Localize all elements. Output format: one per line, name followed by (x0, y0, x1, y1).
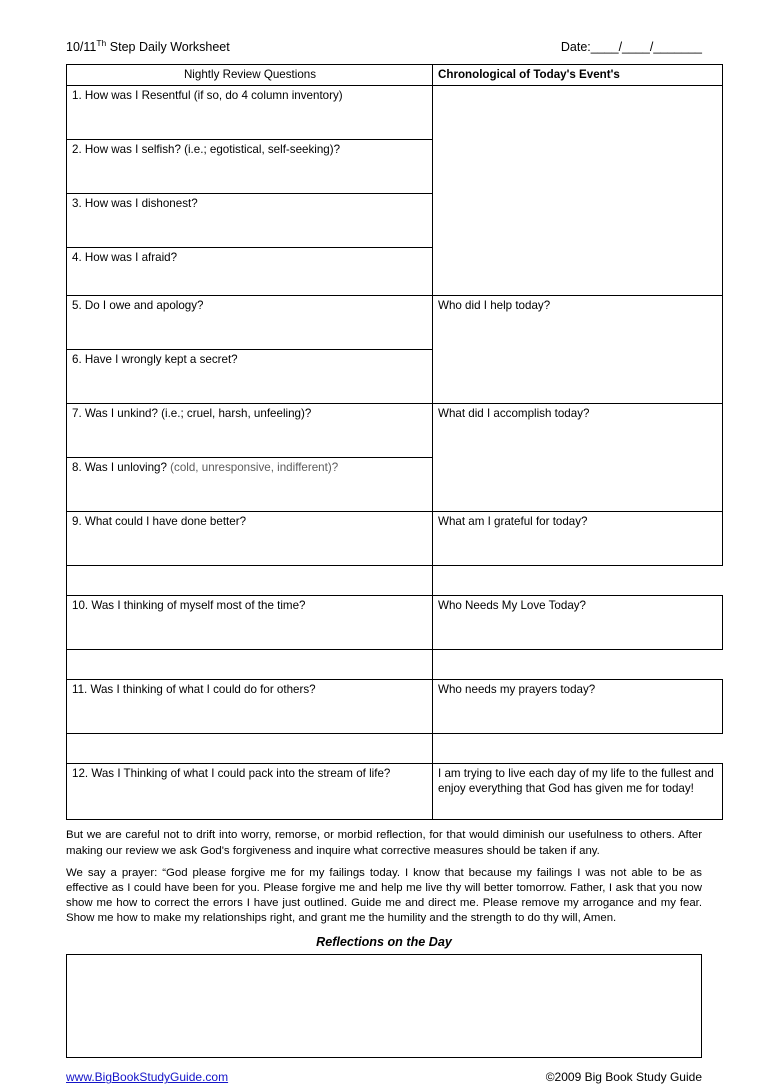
worksheet-table (66, 64, 723, 820)
needs-love-answer-area[interactable] (67, 650, 433, 680)
question-4[interactable]: 4. How was I afraid? (67, 248, 433, 296)
table-row (67, 764, 723, 820)
question-3[interactable]: 3. How was I dishonest? (67, 194, 433, 248)
reflections-heading: Reflections on the Day (316, 935, 452, 950)
grateful-answer-area[interactable] (67, 566, 433, 596)
question-1[interactable]: 1. How was I Resentful (if so, do 4 column inventory) (67, 86, 433, 140)
page-title (66, 38, 230, 54)
reflections-input-area[interactable] (66, 954, 702, 1058)
title-superscript: Th (96, 37, 107, 48)
copyright-notice: ©2009 Big Book Study Guide (545, 1070, 702, 1084)
table-row (67, 86, 723, 140)
title-prefix: 10/11 (66, 40, 97, 54)
question-8-qualifier: (cold, unresponsive, indifferent)? (170, 461, 339, 475)
table-row (67, 596, 723, 650)
question-7[interactable]: 7. Was I unkind? (i.e.; cruel, harsh, unfeeling)? (67, 404, 433, 458)
question-12[interactable]: 12. Was I Thinking of what I could pack into the stream of life? (67, 764, 433, 820)
question-2[interactable]: 2. How was I selfish? (i.e.; egotistical, self-seeking)? (67, 140, 433, 194)
question-5[interactable]: 5. Do I owe and apology? (67, 296, 433, 350)
needs-prayers-answer-area[interactable] (67, 734, 433, 764)
table-row (67, 404, 723, 458)
question-11[interactable]: 11. Was I thinking of what I could do for others? (67, 680, 433, 734)
question-9[interactable]: 9. What could I have done better? (67, 512, 433, 566)
table-row (67, 296, 723, 350)
question-10[interactable]: 10. Was I thinking of myself most of the time? (67, 596, 433, 650)
document-header (66, 36, 702, 54)
prompt-what-did-i-accomplish[interactable]: What did I accomplish today? (433, 404, 723, 512)
column-header-questions: Nightly Review Questions (67, 65, 433, 86)
question-8-text: 8. Was I unloving? (72, 461, 171, 475)
document-footer (66, 1070, 702, 1084)
table-row (67, 650, 723, 680)
column-header-chronological: Chronological of Today's Event's (433, 65, 723, 86)
table-row (67, 512, 723, 566)
website-link[interactable]: www.BigBookStudyGuide.com (66, 1070, 229, 1084)
paragraph-prayer: We say a prayer: “God please forgive me for my failings today. I know that because my failings I was not able to be as effective as I could have been for you. Please forgive me and help me live thy will better tomorrow. Father, I ask that you now show me how to correct the errors I have just outlined. Guide me and direct me. Please remove my arrogance and my fear. Show me how to make my relationships right, and grant me the humility and the strength to do thy will, Amen. (66, 866, 702, 925)
paragraph-review-caution: But we are careful not to drift into worry, remorse, or morbid reflection, for that would diminish our usefulness to others. After making our review we ask God's forgiveness and inquire what corrective measures should be taken if any. (66, 829, 702, 857)
table-row (67, 566, 723, 596)
prompt-who-needs-my-love[interactable]: Who Needs My Love Today? (433, 596, 723, 650)
question-8[interactable] (67, 458, 433, 512)
date-field[interactable]: Date:____/____/_______ (560, 40, 702, 54)
closing-affirmation: I am trying to live each day of my life to the fullest and enjoy everything that God has given me for today! (433, 764, 723, 820)
prompt-what-am-i-grateful-for[interactable]: What am I grateful for today? (433, 512, 723, 566)
prompt-who-did-i-help[interactable]: Who did I help today? (433, 296, 723, 404)
table-header-row (67, 65, 723, 86)
table-row (67, 734, 723, 764)
prompt-who-needs-my-prayers[interactable]: Who needs my prayers today? (433, 680, 723, 734)
question-6[interactable]: 6. Have I wrongly kept a secret? (67, 350, 433, 404)
title-rest: Step Daily Worksheet (106, 40, 230, 54)
chronological-answer-area[interactable] (433, 86, 723, 296)
table-row (67, 680, 723, 734)
